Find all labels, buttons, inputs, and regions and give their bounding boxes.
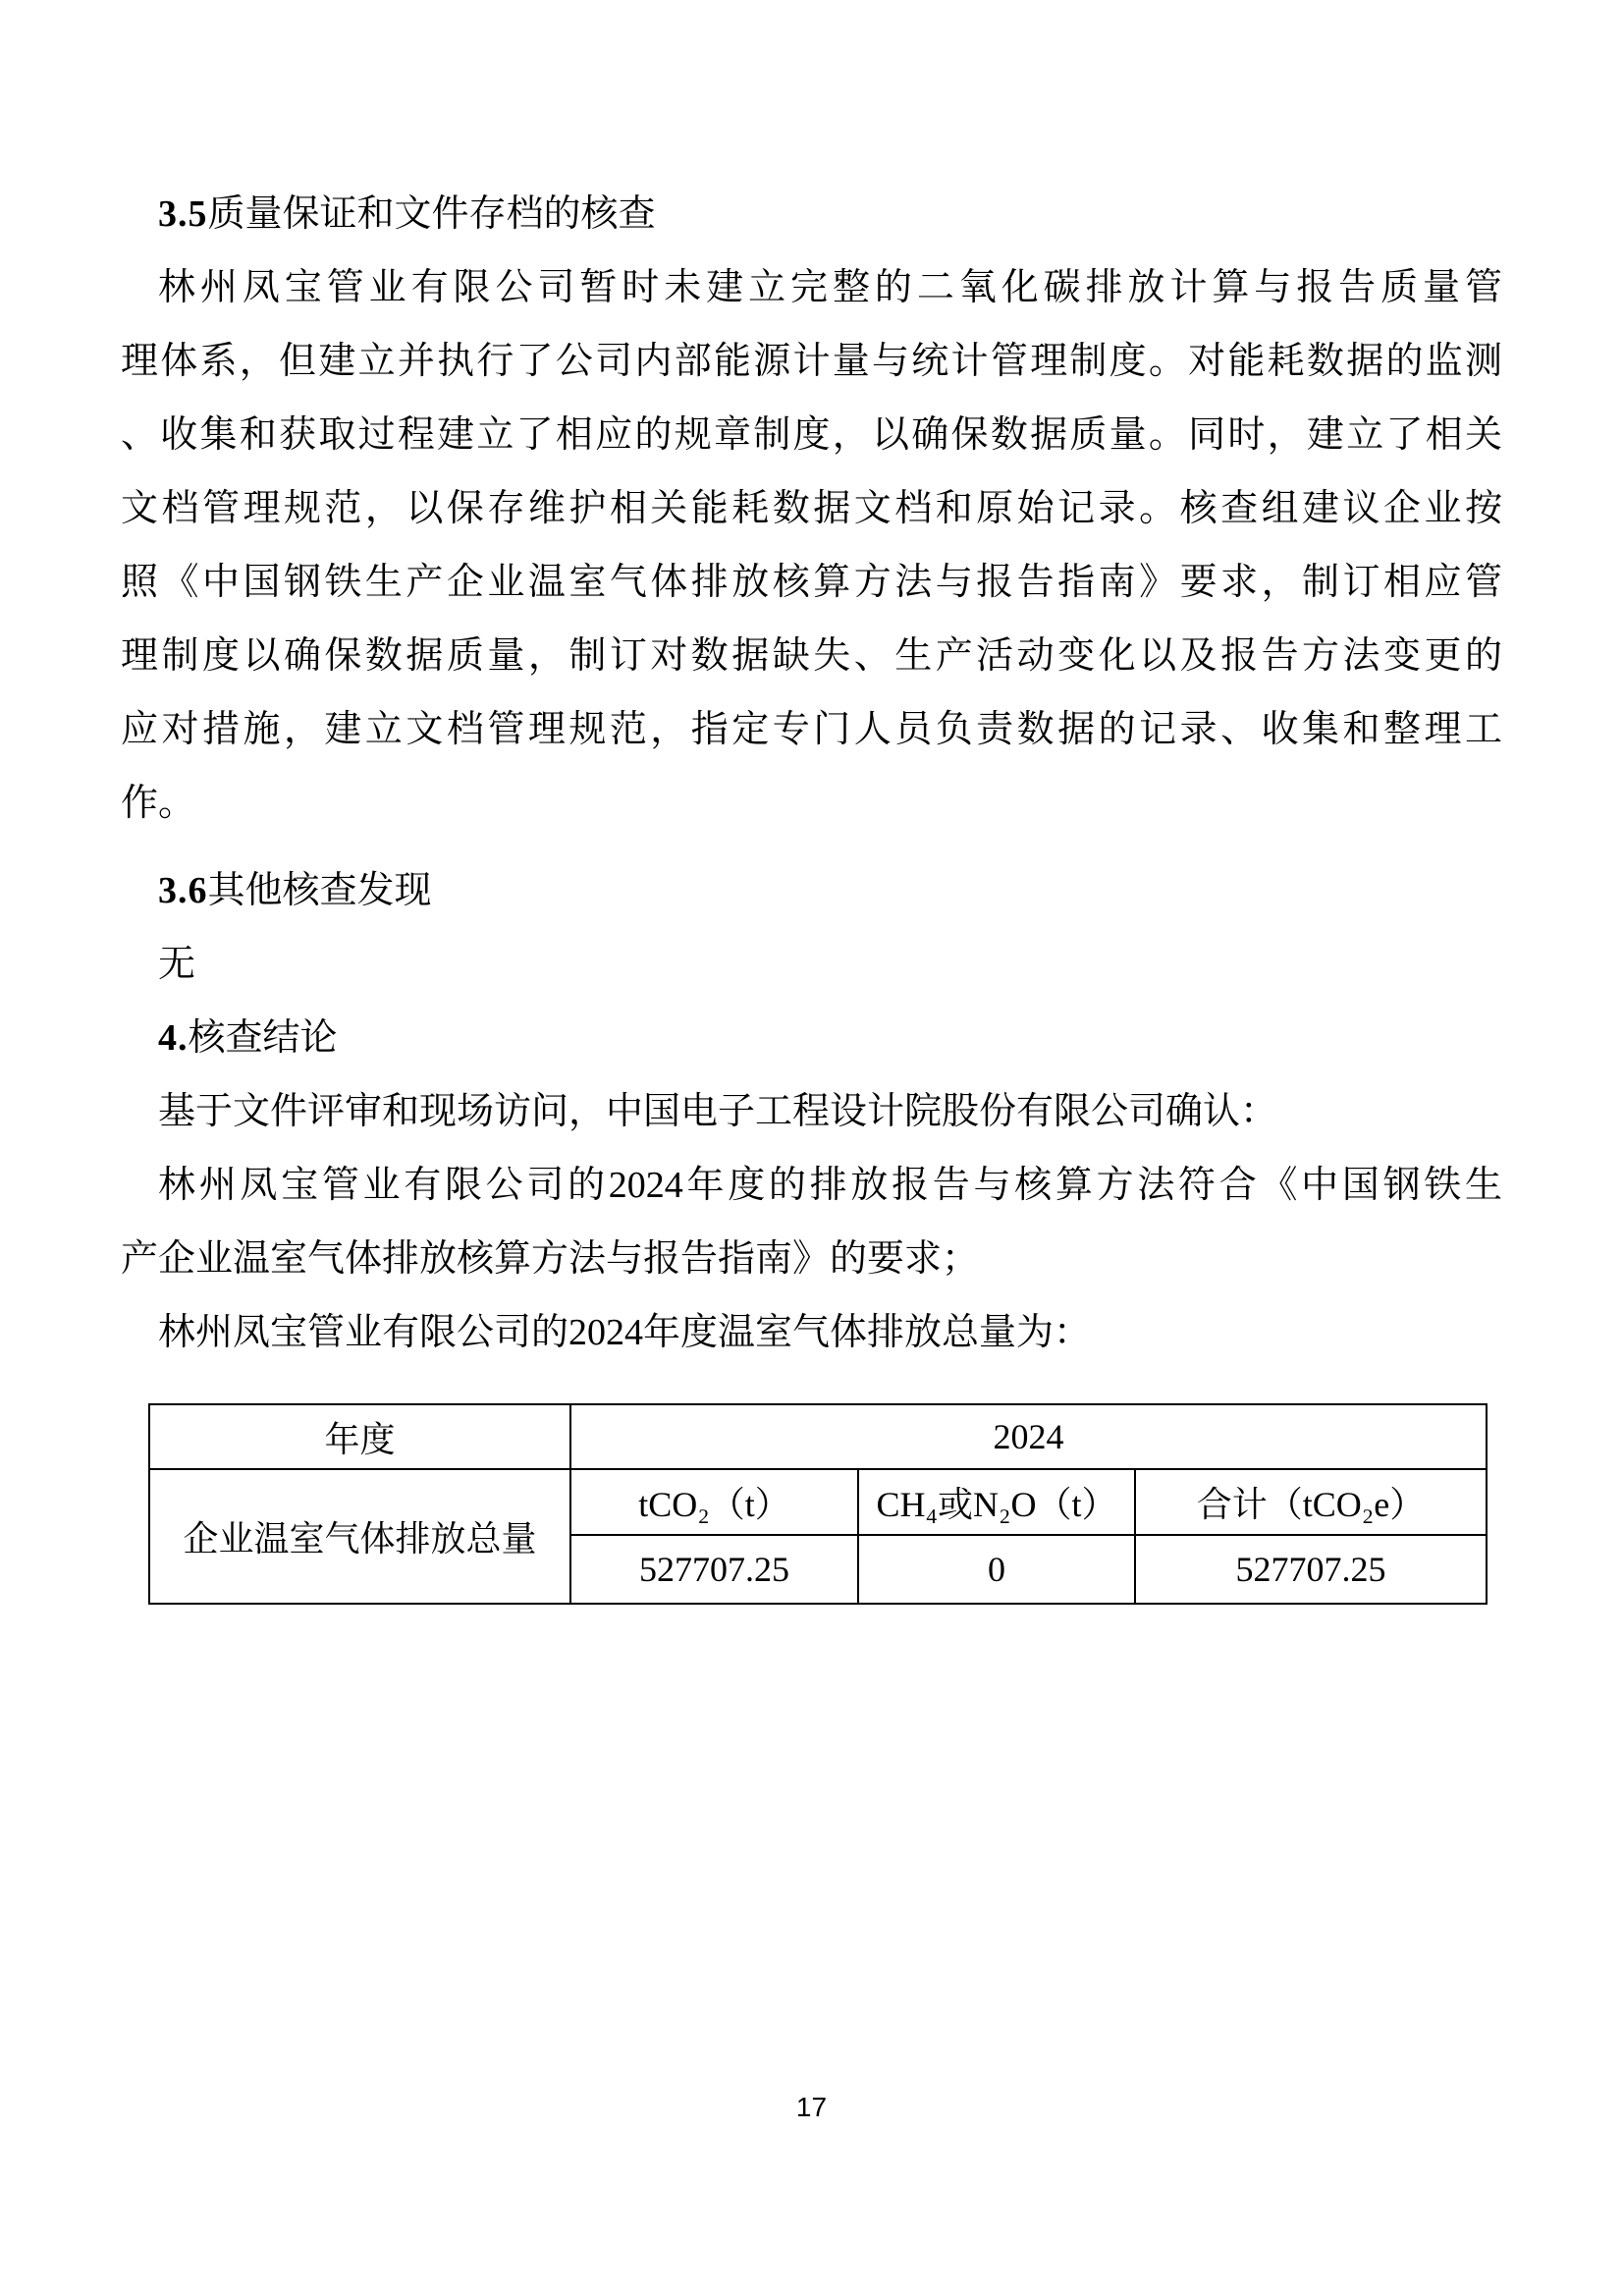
cell-value-total: 527707.25 (1135, 1535, 1487, 1604)
cell-year-label: 年度 (149, 1404, 570, 1469)
cell-col-header-ch4-n2o: CH₄或N₂O（t） (858, 1469, 1135, 1535)
cell-value-tco2: 527707.25 (570, 1535, 858, 1604)
section-3-5-heading (121, 178, 1502, 251)
section-3-6-heading (121, 854, 1502, 928)
section-4-number: 4. (158, 1017, 189, 1059)
cell-col-header-total: 合计（tCO₂e） (1135, 1469, 1487, 1535)
conclusion-line: 产企业温室气体排放核算方法与报告指南》的要求； (121, 1238, 980, 1280)
cell-row-label: 企业温室气体排放总量 (149, 1469, 570, 1604)
paragraph-line: 理制度以确保数据质量，制订对数据缺失、生产活动变化以及报告方法变更的 (121, 635, 1502, 677)
section-4-title: 核查结论 (188, 1017, 338, 1059)
section-4-heading (121, 1002, 1502, 1075)
paragraph-line: 文档管理规范，以保存维护相关能耗数据文档和原始记录。核查组建议企业按 (121, 488, 1502, 529)
page-number: 17 (795, 2092, 828, 2122)
conclusion-line: 林州凤宝管业有限公司的2024年度的排放报告与核算方法符合《中国钢铁生 (158, 1165, 1502, 1206)
page-content (121, 178, 1502, 1605)
paragraph-line: 照《中国钢铁生产企业温室气体排放核算方法与报告指南》要求，制订相应管 (121, 562, 1502, 603)
section-3-6-number: 3.6 (158, 870, 208, 911)
conclusion-line: 基于文件评审和现场访问，中国电子工程设计院股份有限公司确认： (158, 1091, 1278, 1132)
conclusion-line: 林州凤宝管业有限公司的2024年度温室气体排放总量为： (158, 1312, 1092, 1353)
paragraph-line: 作。 (121, 783, 196, 824)
paragraph-line: 、收集和获取过程建立了相应的规章制度，以确保数据质量。同时，建立了相关 (121, 414, 1502, 456)
section-3-5-number: 3.5 (158, 193, 208, 235)
section-3-5-title: 质量保证和文件存档的核查 (207, 193, 656, 235)
emissions-summary-table (148, 1403, 1488, 1605)
section-3-6-content: 无 (158, 944, 196, 985)
cell-value-ch4-n2o: 0 (858, 1535, 1135, 1604)
paragraph-line: 林州凤宝管业有限公司暂时未建立完整的二氧化碳排放计算与报告质量管 (158, 267, 1502, 308)
cell-year-value: 2024 (570, 1404, 1487, 1469)
section-3-6-title: 其他核查发现 (207, 870, 432, 911)
cell-col-header-tco2: tCO₂（t） (570, 1469, 858, 1535)
paragraph-line: 应对措施，建立文档管理规范，指定专门人员负责数据的记录、收集和整理工 (121, 709, 1502, 750)
paragraph-line: 理体系，但建立并执行了公司内部能源计量与统计管理制度。对能耗数据的监测 (121, 341, 1502, 382)
